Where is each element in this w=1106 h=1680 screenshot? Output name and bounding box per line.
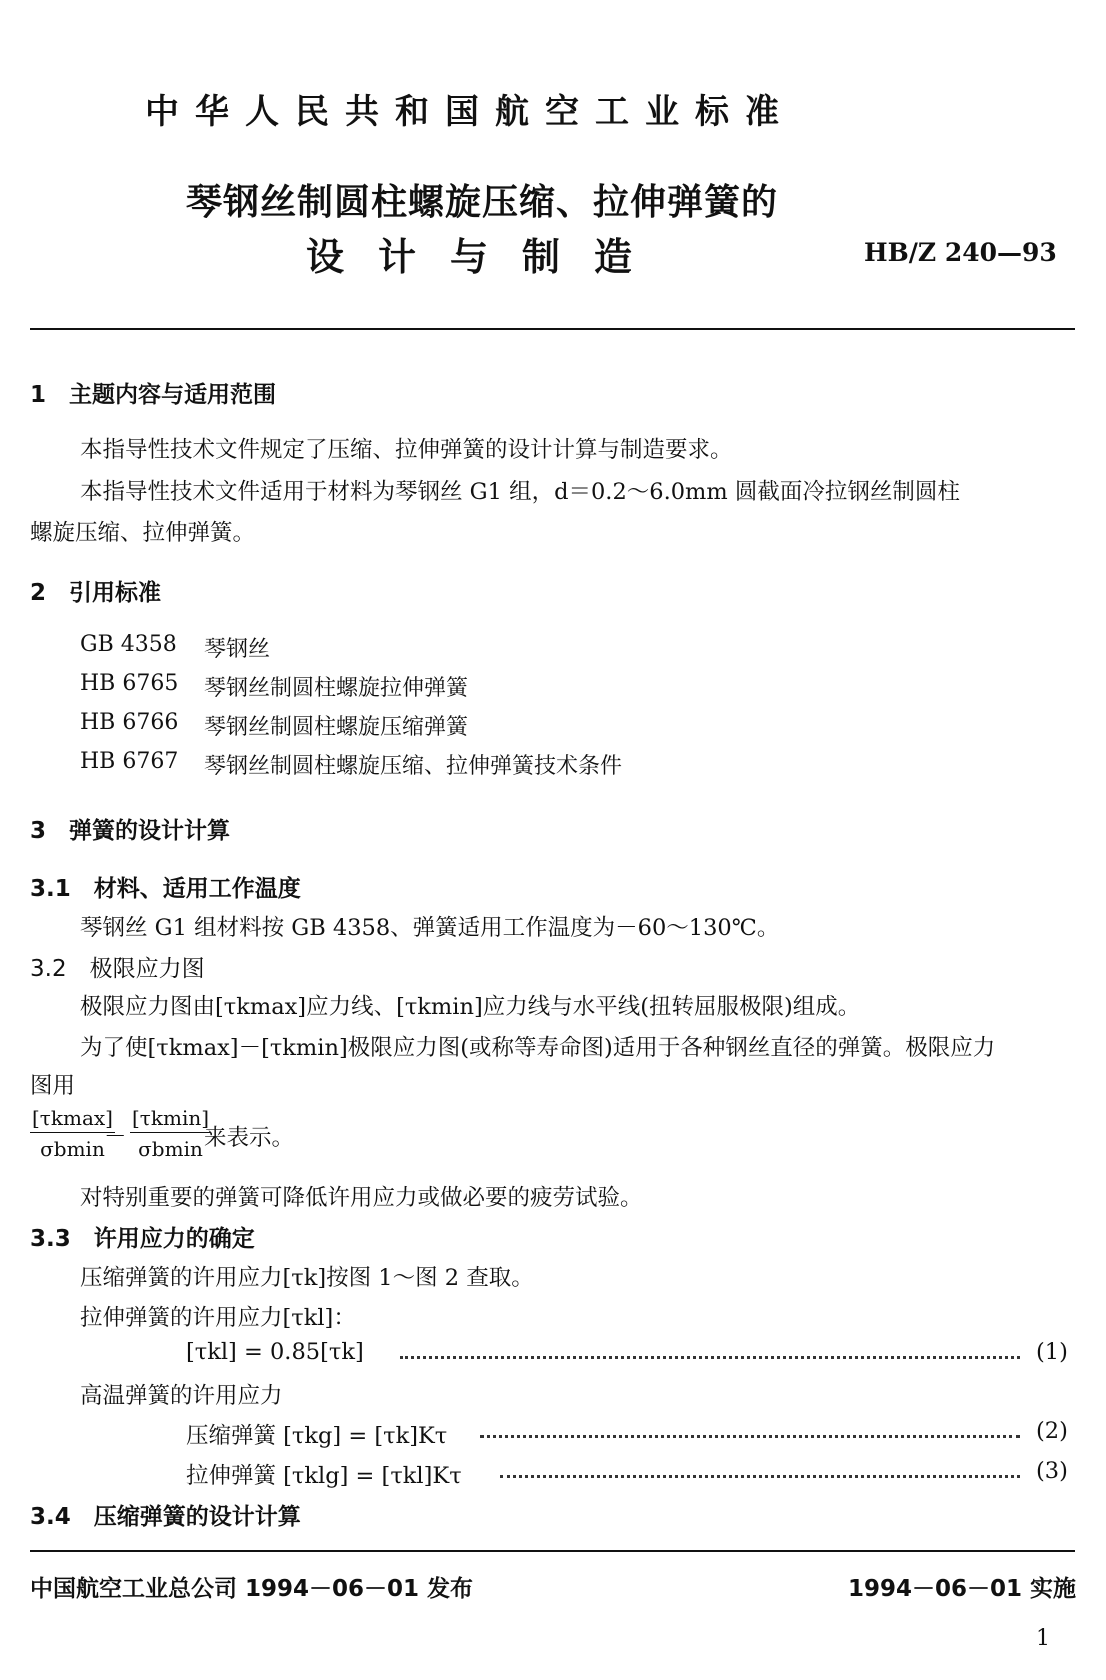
section-3-2-para-3: 对特别重要的弹簧可降低许用应力或做必要的疲劳试验。 — [80, 1185, 643, 1211]
fraction-minus: － — [104, 1124, 127, 1150]
equation-1-number: (1) — [1036, 1339, 1068, 1365]
issue-date: 中国航空工业总公司 1994－06－01 发布 — [30, 1576, 474, 1602]
fraction-denominator: σbmin — [40, 1137, 105, 1161]
section-3-2-para-1: 极限应力图由[τkmax]应力线、[τkmin]应力线与水平线(扭转屈服极限)组成。 — [80, 994, 861, 1020]
leader-dots — [480, 1435, 1020, 1438]
section-3-3-para-2: 拉伸弹簧的许用应力[τkl]： — [80, 1305, 356, 1331]
fraction-denominator: σbmin — [138, 1137, 203, 1161]
standard-category: 中华人民共和国航空工业标准 — [145, 92, 795, 132]
section-1-para-2b: 螺旋压缩、拉伸弹簧。 — [30, 520, 256, 546]
equation-3: 拉伸弹簧 [τklg] = [τkl]Kτ — [186, 1463, 462, 1489]
ref-code: HB 6765 — [80, 671, 179, 696]
equation-2: 压缩弹簧 [τkg] = [τk]Kτ — [186, 1423, 448, 1449]
section-3-3-para-3: 高温弹簧的许用应力 — [80, 1383, 283, 1409]
leader-dots — [500, 1475, 1020, 1478]
section-1-heading: 1 主题内容与适用范围 — [30, 382, 277, 408]
fraction-tau-kmin — [130, 1106, 211, 1161]
ref-title: 琴钢丝 — [204, 637, 271, 662]
ref-code: HB 6766 — [80, 710, 179, 735]
section-1-para-2a: 本指导性技术文件适用于材料为琴钢丝 G1 组，d＝0.2～6.0mm 圆截面冷拉钢丝制圆柱 — [80, 479, 960, 505]
document-title-line1: 琴钢丝制圆柱螺旋压缩、拉伸弹簧的 — [186, 181, 779, 223]
ref-code: HB 6767 — [80, 749, 179, 774]
section-3-heading: 3 弹簧的设计计算 — [30, 818, 231, 844]
section-3-3-heading: 3.3 许用应力的确定 — [30, 1226, 255, 1252]
fraction-tail-text: 来表示。 — [204, 1125, 295, 1151]
ref-title: 琴钢丝制圆柱螺旋拉伸弹簧 — [204, 676, 469, 701]
fraction-numerator: [τkmax] — [30, 1106, 115, 1133]
fraction-numerator: [τkmin] — [130, 1106, 211, 1133]
fraction-tau-kmax — [30, 1106, 115, 1161]
header-divider — [30, 328, 1075, 330]
equation-1: [τkl] = 0.85[τk] — [186, 1339, 364, 1365]
section-3-3-para-1: 压缩弹簧的许用应力[τk]按图 1～图 2 查取。 — [80, 1265, 534, 1291]
section-1-para-1: 本指导性技术文件规定了压缩、拉伸弹簧的设计计算与制造要求。 — [80, 437, 733, 463]
effective-date: 1994－06－01 实施 — [847, 1576, 1076, 1602]
leader-dots — [400, 1356, 1020, 1359]
section-3-4-heading: 3.4 压缩弹簧的设计计算 — [30, 1504, 301, 1530]
section-2-heading: 2 引用标准 — [30, 580, 162, 606]
equation-2-number: (2) — [1036, 1418, 1068, 1444]
document-title-line2: 设计与制造 — [306, 234, 667, 279]
page-number: 1 — [1036, 1626, 1050, 1651]
standard-code: HB/Z 240—93 — [864, 238, 1057, 267]
section-3-1-heading: 3.1 材料、适用工作温度 — [30, 876, 301, 902]
footer-divider — [30, 1550, 1075, 1552]
section-3-2-heading: 3.2 极限应力图 — [30, 956, 205, 982]
section-3-2-para-2a: 为了使[τkmax]－[τkmin]极限应力图(或称等寿命图)适用于各种钢丝直径的弹簧。极限应力 — [80, 1035, 996, 1061]
ref-title: 琴钢丝制圆柱螺旋压缩弹簧 — [204, 715, 469, 740]
section-3-2-para-2b: 图用 — [30, 1073, 76, 1099]
section-3-1-para: 琴钢丝 G1 组材料按 GB 4358、弹簧适用工作温度为－60～130℃。 — [80, 915, 780, 941]
ref-code: GB 4358 — [80, 632, 177, 657]
equation-3-number: (3) — [1036, 1458, 1068, 1484]
ref-title: 琴钢丝制圆柱螺旋压缩、拉伸弹簧技术条件 — [204, 754, 623, 779]
